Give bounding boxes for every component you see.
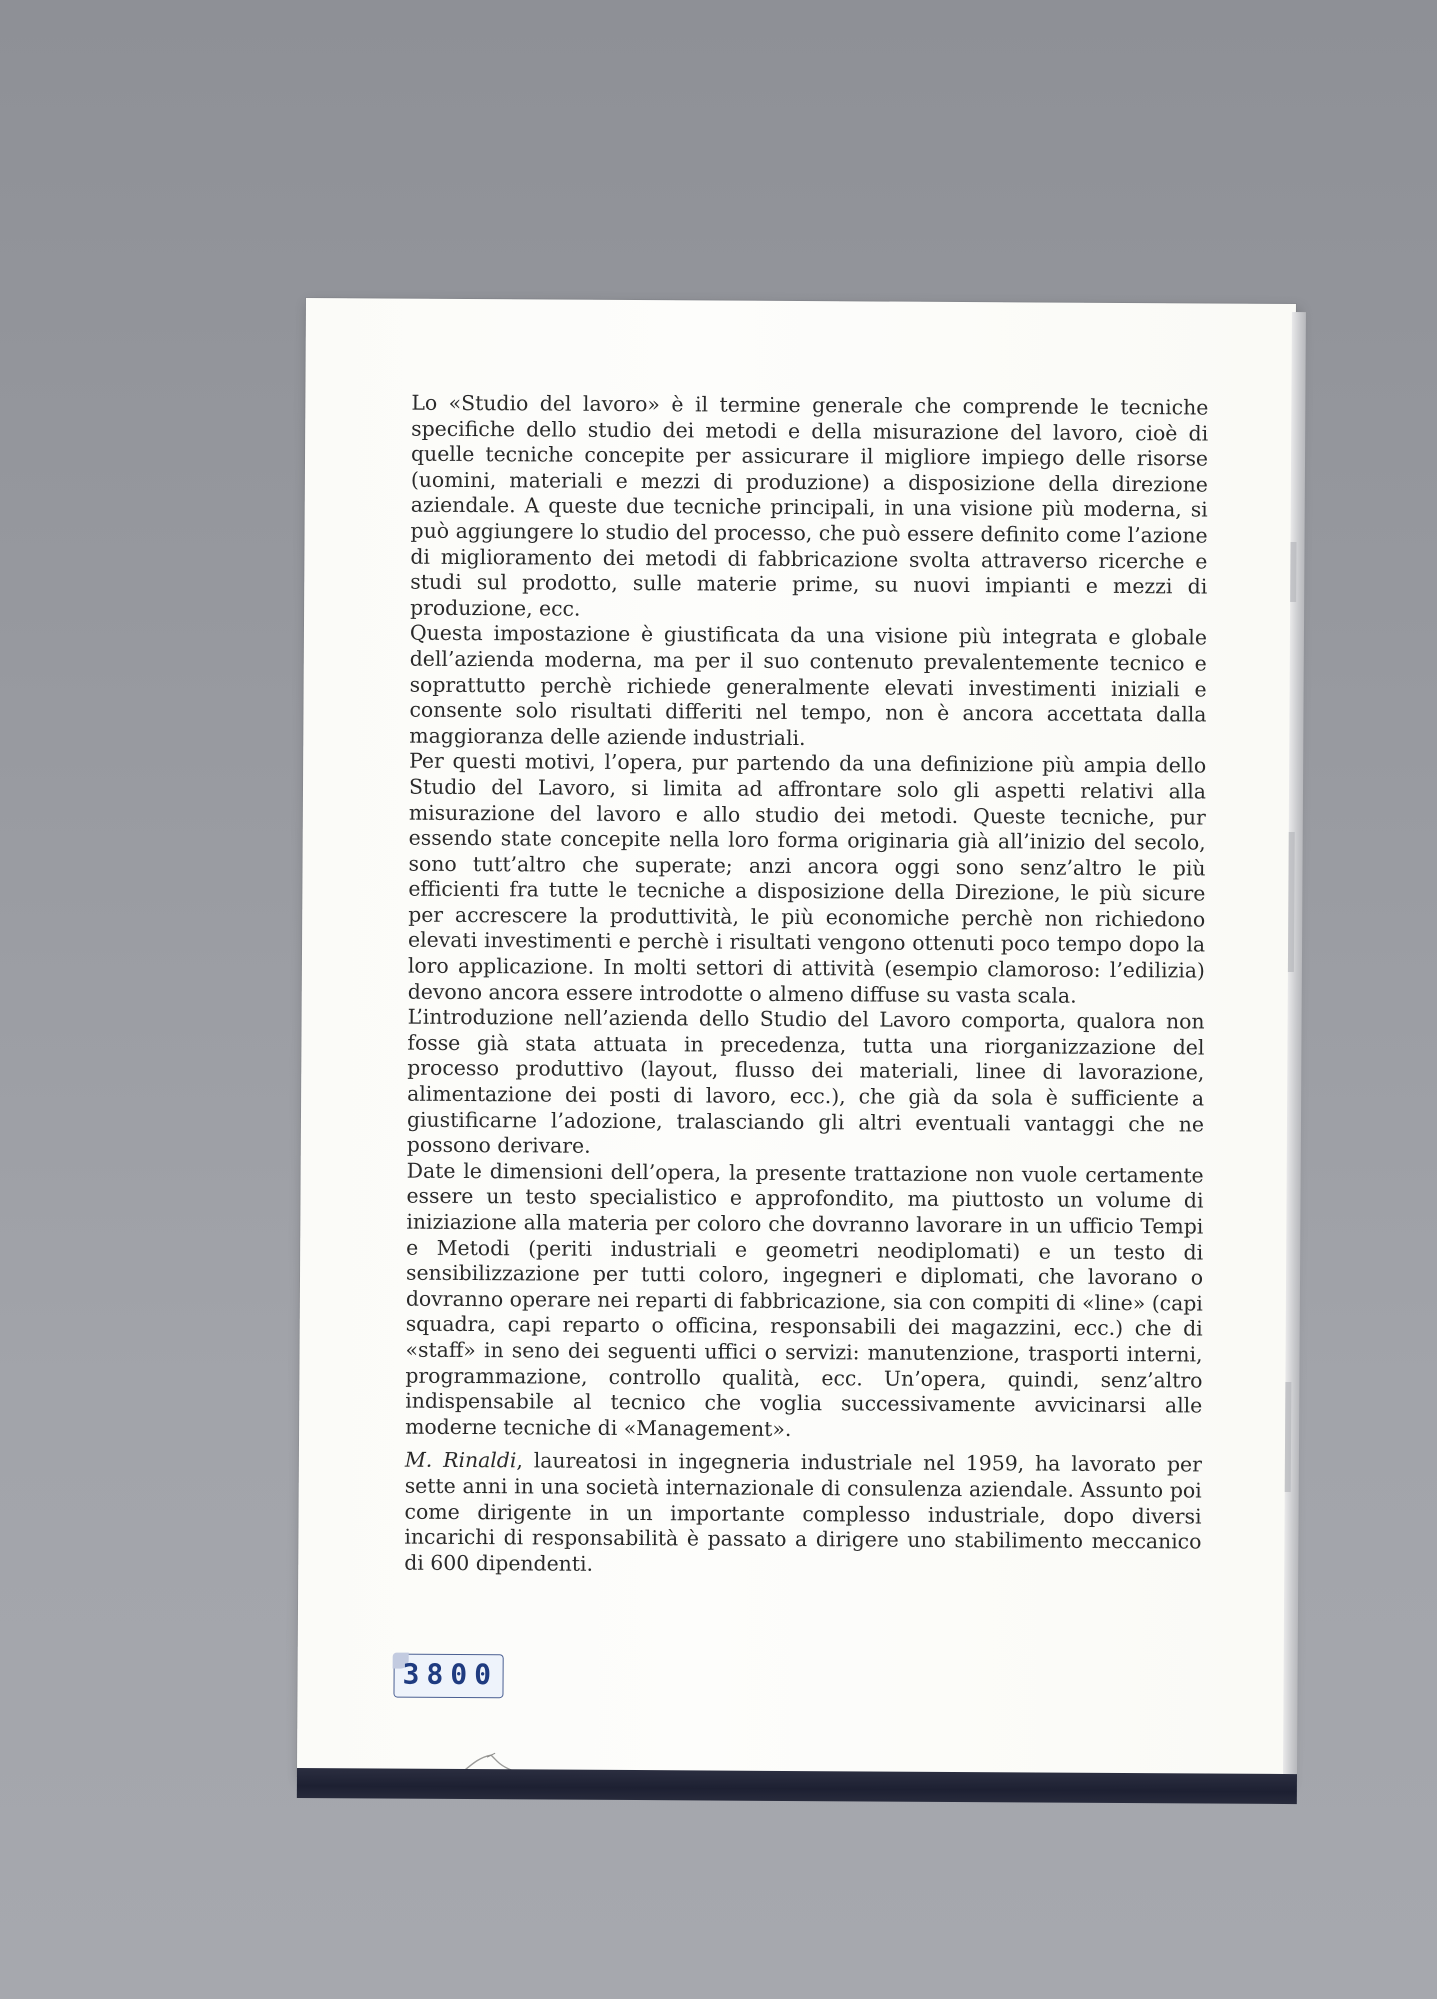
price-sticker-text: 3800: [402, 1657, 499, 1692]
spine-wear-mark: [1285, 1382, 1292, 1492]
blurb-text: [404, 391, 1208, 1581]
spine-wear-mark: [1290, 542, 1296, 602]
author-note: [404, 1448, 1202, 1581]
blurb-paragraph: L’introduzione nell’azienda dello Studio del Lavoro comporta, qualora non fosse già stata attuata in precedenza, tutta una riorganizzazione del processo produttivo (layout, flusso dei materiali, linee di lavorazione, alimentazione dei posti di lavoro, ecc.), che già da sola è sufficiente a giustificarne l’adozione, tralasciando gli altri eventuali vantaggi che ne possono derivare.: [406, 1004, 1205, 1158]
price-sticker: [393, 1654, 503, 1699]
blurb-paragraph: Date le dimensioni dell’opera, la presente trattazione non vuole certamente essere un testo specialistico e approfondito, ma piuttosto un volume di iniziazione alla materia per coloro che dovranno lavorare in un ufficio Tempi e Metodi (periti industriali e geometri neodiplomati) e un testo di sensibilizzazione per tutti coloro, ingegneri e diplomati, che lavorano o dovranno operare nei reparti di fabbricazione, sia con compiti di «line» (capi squadra, capi reparto o officina, responsabili dei magazzini, ecc.) che di «staff» in seno dei seguenti uffici o servizi: manutenzione, trasporti interni, programmazione, controllo qualità, ecc. Un’opera, quindi, senz’altro indispensabile al tecnico che voglia successivamente avvicinarsi alle moderne tecniche di «Management».: [405, 1158, 1204, 1441]
blurb-paragraph: Per questi motivi, l’opera, pur partendo da una definizione più ampia dello Studio del Lavoro, si limita ad affrontare solo gli aspetti relativi alla misurazione del lavoro e allo studio dei metodi. Queste tecniche, pur essendo state concepite nella loro forma originaria già all’inizio del secolo, sono tutt’altro che superate; anzi ancora oggi sono senz’altro le più efficienti fra tutte le tecniche a disposizione della Direzione, le più sicure per accrescere la produttività, le più economiche perchè non richiedono elevati investimenti e perchè i risultati vengono ottenuti poco tempo dopo la loro applicazione. In molti settori di attività (esempio clamoroso: l’edilizia) devono ancora essere introdotte o almeno diffuse su vasta scala.: [407, 748, 1207, 1008]
author-name: M. Rinaldi: [404, 1447, 517, 1473]
book-back-cover: [297, 298, 1296, 1782]
spine-wear-mark: [1288, 832, 1295, 972]
binding-cloth-band: [297, 1768, 1297, 1804]
blurb-paragraph: Questa impostazione è giustificata da una visione più integrata e globale dell’azienda moderna, ma per il suo contenuto prevalentemente tecnico e soprattutto perchè richiede generalmente elevati investimenti iniziali e consente solo risultati differiti nel tempo, non è ancora accettata dalla maggioranza delle aziende industriali.: [409, 620, 1208, 750]
author-bio: , laureatosi in ingegneria industriale nel 1959, ha lavorato per sette anni in una società internazionale di consulenza aziendale. Assunto poi come dirigente in un importante complesso industriale, dopo diversi incarichi di responsabilità è passato a dirigere uno stabilimento meccanico di 600 dipendenti.: [404, 1448, 1202, 1576]
blurb-paragraph: Lo «Studio del lavoro» è il termine generale che comprende le tecniche specifiche dello studio dei metodi e della misurazione del lavoro, cioè di quelle tecniche concepite per assicurare il migliore impiego delle risorse (uomini, materiali e mezzi di produzione) a disposizione della direzione aziendale. A queste due tecniche principali, in una visione più moderna, si può aggiungere lo studio del processo, che può essere definito come l’azione di miglioramento dei metodi di fabbricazione svolta attraverso ricerche e studi sul prodotto, sulle materie prime, su nuovi impianti e mezzi di produzione, ecc.: [410, 390, 1209, 621]
